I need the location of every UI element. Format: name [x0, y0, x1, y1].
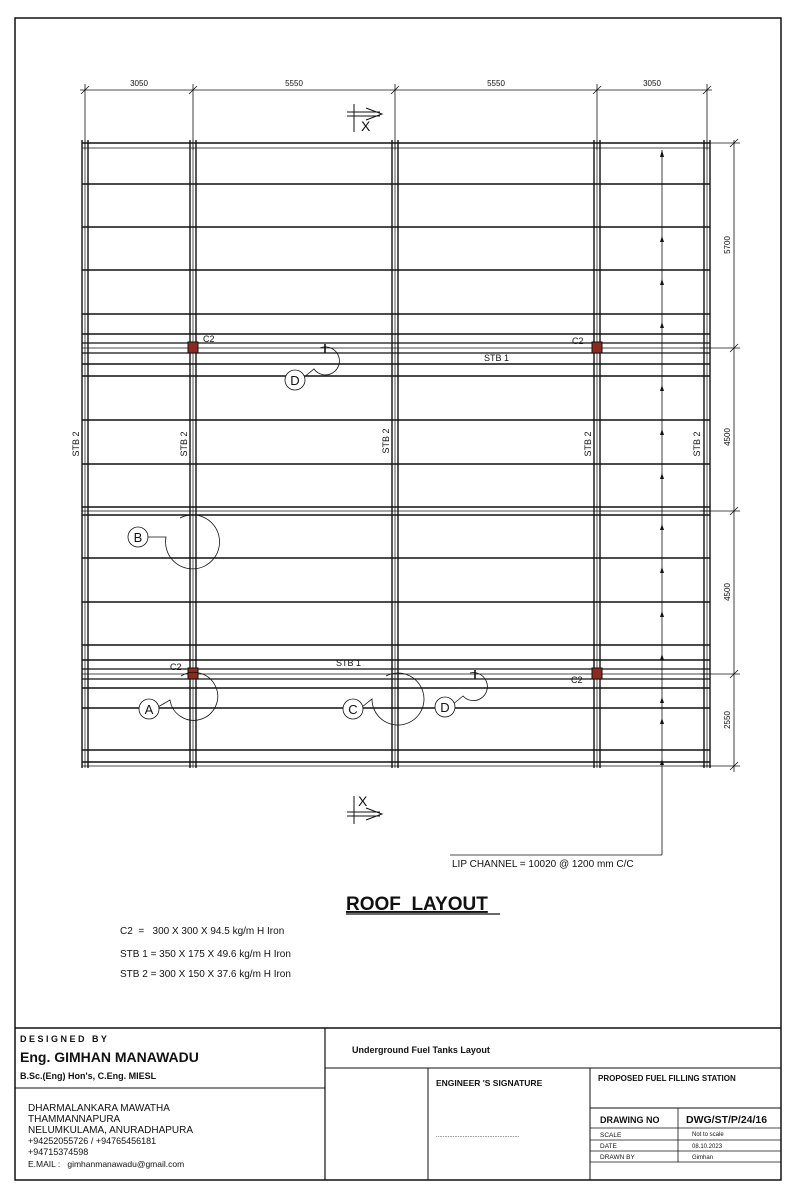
legend-c2: C2 = 300 X 300 X 94.5 kg/m H Iron	[120, 926, 285, 937]
column-label-2: C2	[572, 336, 584, 346]
dimension-right-4: 2550	[723, 711, 732, 729]
legend-stb1: STB 1 = 350 X 175 X 49.6 kg/m H Iron	[120, 949, 291, 960]
detail-ticks	[325, 344, 475, 679]
stb2-label-2: STB 2	[179, 431, 189, 457]
drawing-no-label: DRAWING NO	[600, 1115, 660, 1125]
dimension-top-3: 5550	[487, 79, 505, 88]
date-value: 08.10.2023	[692, 1144, 723, 1150]
dimension-right-3: 4500	[723, 583, 732, 601]
lip-channel-label: LIP CHANNEL = 10020 @ 1200 mm C/C	[452, 859, 634, 870]
engineer-signature-label: ENGINEER 'S SIGNATURE	[436, 1078, 543, 1088]
column-c2-4	[592, 668, 602, 679]
column-c2-3	[188, 668, 198, 679]
title-block-drawing-title: Underground Fuel Tanks Layout	[352, 1045, 490, 1055]
detail-callouts	[128, 347, 487, 725]
column-label-3: C2	[170, 662, 182, 672]
column-c2-1	[188, 342, 198, 353]
dimension-right-2: 4500	[723, 428, 732, 446]
stb2-label-5: STB 2	[692, 431, 702, 457]
scale-value: Not to scale	[692, 1132, 724, 1138]
phone-line-1: +94252055726 / +94765456181	[28, 1136, 157, 1146]
dimension-top-2: 5550	[285, 79, 303, 88]
dimension-top-1: 3050	[130, 79, 148, 88]
drawing-no-value: DWG/ST/P/24/16	[686, 1114, 768, 1126]
section-marker-top-label: X	[361, 118, 371, 134]
column-label-1: C2	[203, 334, 215, 344]
address-line-1: DHARMALANKARA MAWATHA	[28, 1103, 170, 1114]
detail-d-bottom: D	[440, 700, 450, 715]
detail-d-top: D	[290, 373, 300, 388]
address-line-2: THAMMANNAPURA	[28, 1114, 121, 1125]
designer-name: Eng. GIMHAN MANAWADU	[20, 1049, 199, 1065]
address-line-3: NELUMKULAMA, ANURADHAPURA	[28, 1125, 194, 1136]
drawn-by-value: Gimhan	[692, 1155, 714, 1161]
detail-b: B	[133, 530, 143, 545]
stb2-label-3: STB 2	[381, 428, 391, 454]
designed-by-label: D E S I G N E D B Y	[20, 1034, 107, 1044]
detail-c: C	[348, 702, 358, 717]
detail-a: A	[144, 702, 154, 717]
phone-line-2: +94715374598	[28, 1147, 89, 1157]
email-line: E.MAIL : gimhanmanawadu@gmail.com	[28, 1159, 185, 1169]
stb2-label-4: STB 2	[583, 431, 593, 457]
project-name: PROPOSED FUEL FILLING STATION	[598, 1074, 736, 1083]
section-marker-bottom-label: X	[358, 793, 368, 809]
drawing-title: ROOF LAYOUT	[346, 894, 488, 915]
scale-label: SCALE	[600, 1132, 622, 1139]
purlins	[82, 143, 710, 766]
date-label: DATE	[600, 1143, 617, 1150]
dimension-top-4: 3050	[643, 79, 661, 88]
dimension-right-1: 5700	[723, 236, 732, 254]
engineer-signature-line: ..................................................	[436, 1133, 520, 1139]
column-c2-2	[592, 342, 602, 353]
legend-stb2: STB 2 = 300 X 150 X 37.6 kg/m H Iron	[120, 969, 291, 980]
top-dimension-line	[80, 84, 712, 150]
stb2-label-1: STB 2	[71, 431, 81, 457]
stb1-label-bottom: STB 1	[336, 658, 362, 668]
designer-qualifications: B.Sc.(Eng) Hon's, C.Eng. MIESL	[20, 1071, 157, 1081]
drawn-by-label: DRAWN BY	[600, 1154, 635, 1161]
column-label-4: C2	[571, 675, 583, 685]
right-dimension-line	[700, 139, 740, 772]
stb1-label-top: STB 1	[484, 353, 510, 363]
